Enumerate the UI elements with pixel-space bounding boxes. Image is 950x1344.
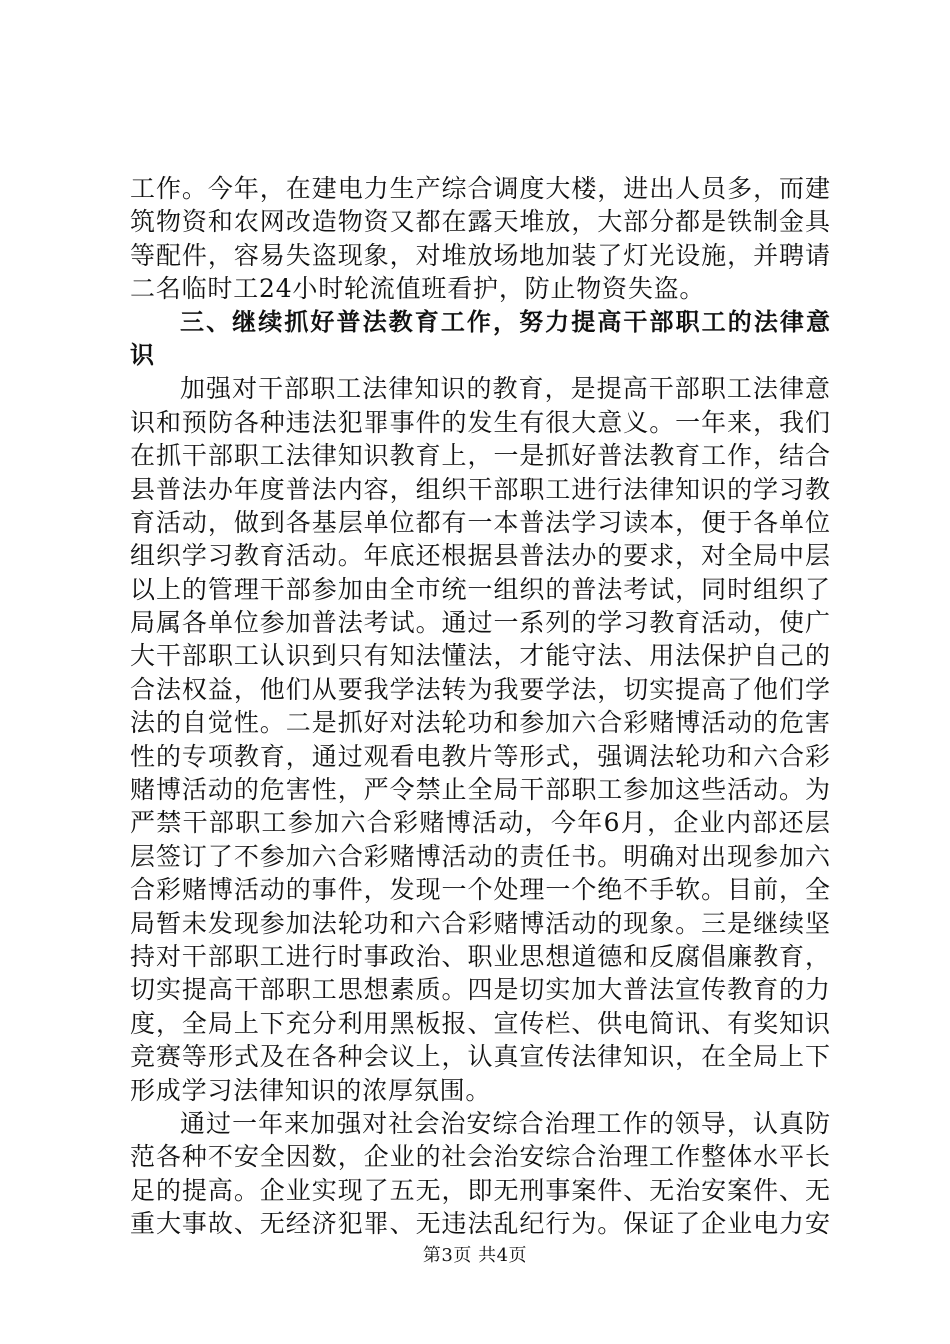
body-line: 识和预防各种违法犯罪事件的发生有很大意义。一年来，我们 [130,407,830,437]
section-heading-continuation: 识 [130,340,155,369]
body-line: 大干部职工认识到只有知法懂法，才能守法、用法保护自己的 [130,641,830,671]
body-line: 严禁干部职工参加六合彩赌博活动，今年6月，企业内部还层 [130,808,830,838]
body-line: 局属各单位参加普法考试。通过一系列的学习教育活动，使广 [130,608,830,638]
body-line: 工作。今年，在建电力生产综合调度大楼，进出人员多，而建 [130,174,830,203]
body-line: 局暂未发现参加法轮功和六合彩赌博活动的现象。三是继续坚 [130,908,830,938]
body-line: 以上的管理干部参加由全市统一组织的普法考试，同时组织了 [130,574,830,604]
body-line: 范各种不安全因数，企业的社会治安综合治理工作整体水平长 [130,1142,830,1172]
body-line: 性的专项教育，通过观看电教片等形式，强调法轮功和六合彩 [130,741,830,771]
document-body [130,172,830,1241]
page-number-footer: 第3页 共4页 [422,1245,528,1266]
body-line: 等配件，容易失盗现象，对堆放场地加装了灯光设施，并聘请 [130,240,830,270]
body-line: 形成学习法律知识的浓厚氛围。 [130,1075,492,1105]
body-line: 切实提高干部职工思想素质。四是切实加大普法宣传教育的力 [130,975,830,1005]
body-line: 筑物资和农网改造物资又都在露天堆放，大部分都是铁制金具 [130,207,830,237]
body-line: 赌博活动的危害性，严令禁止全局干部职工参加这些活动。为 [130,775,830,805]
body-line: 持对干部职工进行时事政治、职业思想道德和反腐倡廉教育， [130,941,830,971]
paragraph-first-line: 通过一年来加强对社会治安综合治理工作的领导，认真防 [180,1108,830,1138]
body-line: 二名临时工24小时轮流值班看护，防止物资失盗。 [130,274,706,304]
body-line: 竞赛等形式及在各种会议上，认真宣传法律知识，在全局上下 [130,1042,830,1072]
body-line: 合法权益，他们从要我学法转为我要学法，切实提高了他们学 [130,674,830,704]
body-line: 组织学习教育活动。年底还根据县普法办的要求，对全局中层 [130,541,830,571]
body-line: 县普法办年度普法内容，组织干部职工进行法律知识的学习教 [130,474,830,504]
body-line: 层签订了不参加六合彩赌博活动的责任书。明确对出现参加六 [130,841,830,871]
section-heading: 三、继续抓好普法教育工作，努力提高干部职工的法律意 [180,307,830,336]
body-line: 在抓干部职工法律知识教育上，一是抓好普法教育工作，结合 [130,441,830,471]
paragraph-first-line: 加强对干部职工法律知识的教育，是提高干部职工法律意 [180,374,830,404]
body-line: 足的提高。企业实现了五无，即无刑事案件、无治安案件、无 [130,1175,830,1205]
body-line: 度，全局上下充分利用黑板报、宣传栏、供电简讯、有奖知识 [130,1008,830,1038]
body-line: 法的自觉性。二是抓好对法轮功和参加六合彩赌博活动的危害 [130,708,830,738]
body-line: 育活动，做到各基层单位都有一本普法学习读本，便于各单位 [130,507,830,537]
body-line: 合彩赌博活动的事件，发现一个处理一个绝不手软。目前，全 [130,875,830,905]
body-line: 重大事故、无经济犯罪、无违法乱纪行为。保证了企业电力安 [130,1209,830,1239]
